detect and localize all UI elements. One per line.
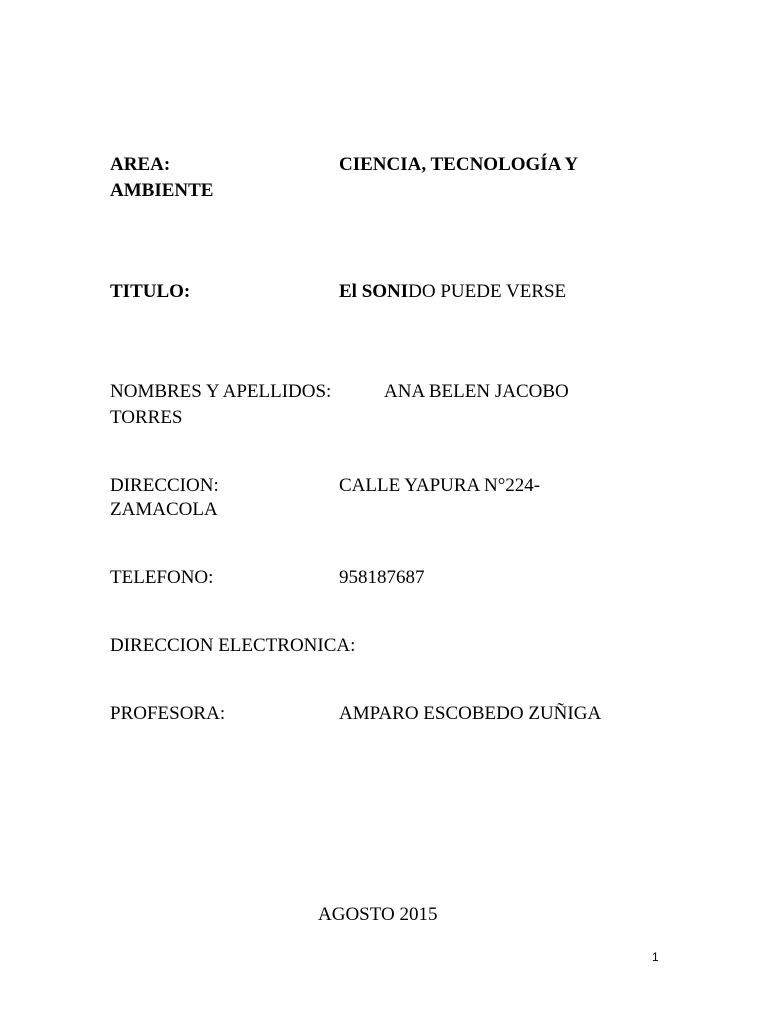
document-date: AGOSTO 2015: [318, 904, 438, 925]
nombres-value-line1: ANA BELEN JACOBO: [384, 381, 569, 402]
area-label: AREA:: [110, 154, 171, 175]
area-value-line2: AMBIENTE: [110, 180, 214, 201]
nombres-label: NOMBRES Y APELLIDOS:: [110, 381, 332, 402]
direccion-electronica-label: DIRECCION ELECTRONICA:: [110, 635, 356, 656]
telefono-label: TELEFONO:: [110, 567, 214, 588]
profesora-label: PROFESORA:: [110, 703, 226, 724]
telefono-value: 958187687: [339, 567, 425, 588]
area-value-line1: CIENCIA, TECNOLOGÍA Y: [339, 154, 579, 175]
direccion-value-line1: CALLE YAPURA N°224-: [339, 475, 541, 496]
titulo-label: TITULO:: [110, 281, 191, 302]
page-number: 1: [652, 950, 659, 964]
titulo-value-bold: El SONI: [339, 281, 409, 302]
direccion-label: DIRECCION:: [110, 475, 219, 496]
profesora-value: AMPARO ESCOBEDO ZUÑIGA: [339, 703, 602, 724]
nombres-value-line2: TORRES: [110, 407, 183, 428]
titulo-value: [339, 279, 566, 305]
titulo-value-rest: DO PUEDE VERSE: [408, 281, 567, 302]
direccion-value-line2: ZAMACOLA: [110, 499, 218, 520]
